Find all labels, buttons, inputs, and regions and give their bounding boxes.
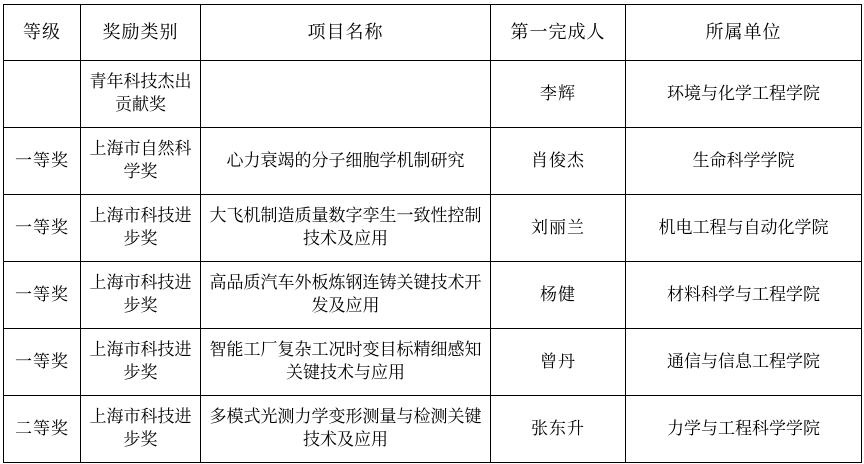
cell-category: 上海市科技进步奖 (81, 329, 201, 396)
column-header-person: 第一完成人 (491, 5, 626, 61)
cell-project: 多模式光测力学变形测量与检测关键技术及应用 (201, 396, 491, 463)
cell-person: 曾丹 (491, 329, 626, 396)
cell-project: 高品质汽车外板炼钢连铸关键技术开发及应用 (201, 262, 491, 329)
award-table (3, 4, 862, 463)
column-header-project: 项目名称 (201, 5, 491, 61)
cell-level: 一等奖 (4, 262, 81, 329)
cell-project: 心力衰竭的分子细胞学机制研究 (201, 128, 491, 195)
document-page (0, 4, 864, 464)
table-header (4, 5, 862, 61)
table-row (4, 61, 862, 128)
column-header-category: 奖励类别 (81, 5, 201, 61)
table-header-row (4, 5, 862, 61)
cell-person: 李辉 (491, 61, 626, 128)
cell-unit: 通信与信息工程学院 (626, 329, 862, 396)
cell-project: 大飞机制造质量数字孪生一致性控制技术及应用 (201, 195, 491, 262)
cell-unit: 环境与化学工程学院 (626, 61, 862, 128)
cell-category: 上海市科技进步奖 (81, 396, 201, 463)
cell-person: 张东升 (491, 396, 626, 463)
cell-unit: 材料科学与工程学院 (626, 262, 862, 329)
table-body (4, 61, 862, 463)
cell-category: 上海市科技进步奖 (81, 195, 201, 262)
table-row (4, 128, 862, 195)
cell-unit: 力学与工程科学学院 (626, 396, 862, 463)
table-row (4, 195, 862, 262)
cell-category: 青年科技杰出贡献奖 (81, 61, 201, 128)
table-row (4, 329, 862, 396)
cell-level: 一等奖 (4, 195, 81, 262)
cell-person: 刘丽兰 (491, 195, 626, 262)
cell-level: 一等奖 (4, 329, 81, 396)
cell-unit: 机电工程与自动化学院 (626, 195, 862, 262)
cell-project (201, 61, 491, 128)
column-header-level: 等级 (4, 5, 81, 61)
cell-level: 二等奖 (4, 396, 81, 463)
cell-person: 肖俊杰 (491, 128, 626, 195)
table-row (4, 262, 862, 329)
table-row (4, 396, 862, 463)
cell-category: 上海市自然科学奖 (81, 128, 201, 195)
cell-level (4, 61, 81, 128)
cell-project: 智能工厂复杂工况时变目标精细感知关键技术与应用 (201, 329, 491, 396)
cell-level: 一等奖 (4, 128, 81, 195)
cell-unit: 生命科学学院 (626, 128, 862, 195)
cell-category: 上海市科技进步奖 (81, 262, 201, 329)
cell-person: 杨健 (491, 262, 626, 329)
column-header-unit: 所属单位 (626, 5, 862, 61)
